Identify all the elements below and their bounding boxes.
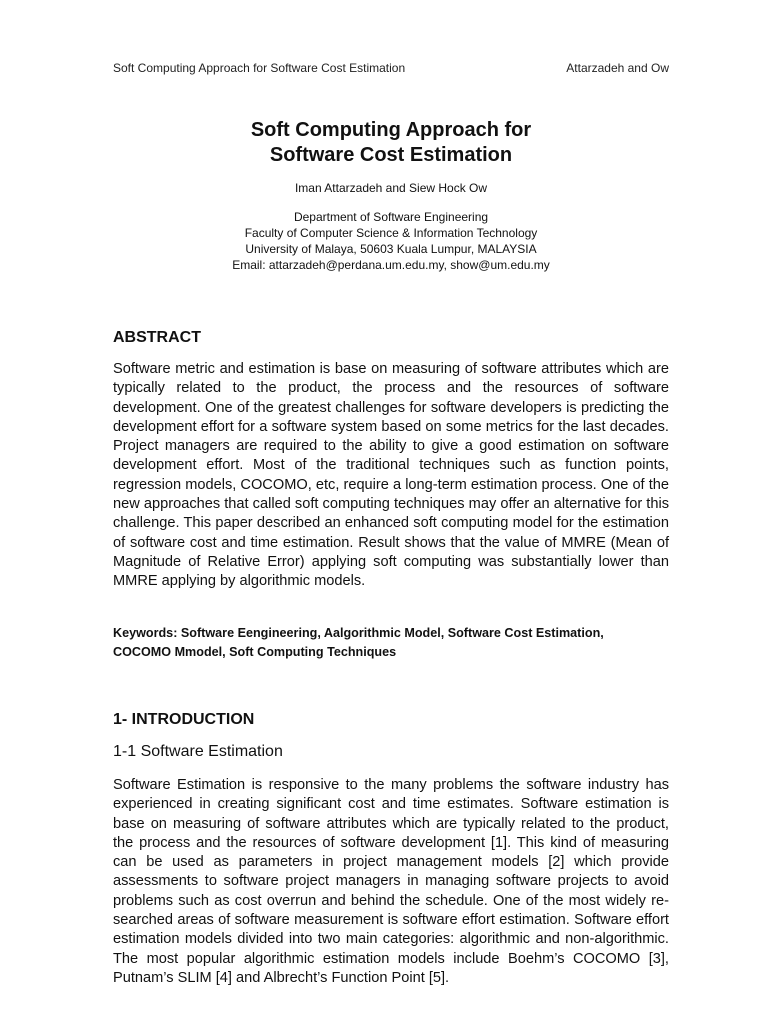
keywords-line-1: Keywords: Software Eengineering, Aalgorithmic Model, Software Cost Estimation,: [113, 626, 604, 640]
section-subheading: 1-1 Software Estimation: [113, 743, 283, 760]
running-head: [113, 60, 669, 76]
author-affiliation: [113, 209, 669, 273]
abstract-text: Software metric and estimation is base on measuring of software attributes which are typically related to the product, the process and the resources of software development. One of the greatest challenges for software developers is predicting the development effort for a software system based on some metrics for the last decades. Project managers are required to the ability to give a good estimation on software development effort. Most of the traditional techniques such as function points, regression models, COCOMO, etc, require a long-term estimation process. One of the new approaches that called soft computing techniques may offer an alternative for this challenge. This paper described an enhanced soft computing model for the estimation of software cost and time estimation. Result shows that the value of MMRE (Mean of Magnitude of Relative Error) applying soft computing was substantially lower than MMRE applying by algorithmic models.: [113, 361, 669, 590]
running-head-authors: Attarzadeh and Ow: [566, 61, 669, 75]
running-head-title: Soft Computing Approach for Software Cost Estimation: [113, 61, 406, 75]
introduction-heading: 1- INTRODUCTION: [113, 711, 255, 728]
keywords-line-2: COCOMO Mmodel, Soft Computing Techniques: [113, 645, 397, 659]
keywords: [113, 624, 669, 662]
paper-authors: Iman Attarzadeh and Siew Hock Ow: [294, 181, 488, 195]
abstract-heading: ABSTRACT: [113, 329, 201, 346]
affiliation-university: University of Malaya, 50603 Kuala Lumpur, MALAYSIA: [245, 242, 537, 256]
affiliation-faculty: Faculty of Computer Science & Information Technology: [244, 226, 538, 240]
paper-title: [113, 118, 669, 168]
affiliation-email: Email: attarzadeh@perdana.um.edu.my, show@um.edu.my: [232, 258, 550, 272]
paper-title-line-2: Software Cost Estimation: [269, 144, 513, 166]
introduction-text: Software Estimation is responsive to the many problems the software industry has experienced in creating significant cost and time estimates. Software estimation is base on measuring of software attributes which are typically related to the product, the process and the resources of software development [1]. This kind of measuring can be used as parameters in project management models [2] which provide assessments to software project managers in managing software projects to avoid problems such as cost overrun and behind the schedule. One of the most widely researched areas of software measurement is software effort estimation. Software effort estimation models divided into two main categories: algorithmic and non-algorithmic. The most popular algorithmic estimation models include Boehm’s COCOMO [3], Putnam’s SLIM [4] and Albrecht’s Function Point [5].: [113, 777, 669, 986]
paper-title-line-1: Soft Computing Approach for: [250, 119, 532, 141]
affiliation-department: Department of Software Engineering: [293, 210, 489, 224]
